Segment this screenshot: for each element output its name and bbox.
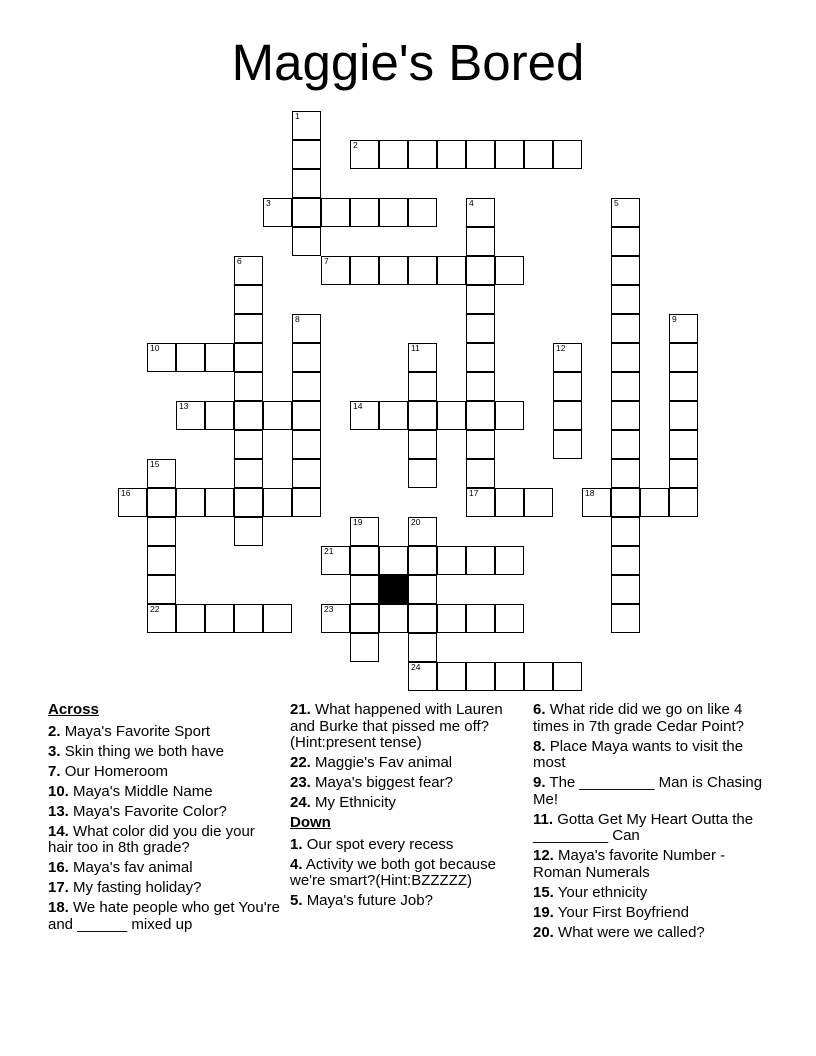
grid-cell[interactable]: [321, 256, 350, 285]
grid-block: [379, 575, 408, 604]
grid-cell[interactable]: [292, 401, 321, 430]
clue-across-23: 23. Maya's biggest fear?: [290, 774, 453, 791]
grid-cell[interactable]: [321, 604, 350, 633]
clue-down-19: 19. Your First Boyfriend: [533, 903, 689, 921]
grid-cell[interactable]: [611, 517, 640, 546]
clue-across-17: 17. My fasting holiday?: [48, 879, 202, 896]
grid-cell[interactable]: [321, 546, 350, 575]
grid-cell[interactable]: [408, 546, 437, 575]
grid-cell[interactable]: [495, 546, 524, 575]
clue-number: 18: [585, 488, 595, 498]
grid-cell[interactable]: [466, 604, 495, 633]
clues-column-3: [533, 702, 773, 945]
clue-number: 24: [411, 662, 421, 672]
grid-cell[interactable]: [379, 604, 408, 633]
clue-number: 3: [266, 198, 271, 208]
grid-cell[interactable]: [234, 343, 263, 372]
clues-column-2: [290, 702, 522, 913]
grid-cell[interactable]: [350, 517, 379, 546]
grid-cell[interactable]: [437, 140, 466, 169]
grid-cell[interactable]: [234, 314, 263, 343]
grid-cell[interactable]: [292, 459, 321, 488]
grid-cell[interactable]: [408, 517, 437, 546]
grid-cell[interactable]: [408, 459, 437, 488]
grid-cell[interactable]: [350, 140, 379, 169]
clue-number: 21: [324, 546, 334, 556]
grid-cell[interactable]: [379, 198, 408, 227]
grid-cell[interactable]: [466, 314, 495, 343]
grid-cell[interactable]: [553, 140, 582, 169]
grid-cell[interactable]: [118, 488, 147, 517]
grid-cell[interactable]: [466, 343, 495, 372]
grid-cell[interactable]: [205, 401, 234, 430]
grid-cell[interactable]: [466, 662, 495, 691]
grid-cell[interactable]: [408, 372, 437, 401]
grid-cell[interactable]: [147, 488, 176, 517]
clue-across-22: 22. Maggie's Fav animal: [290, 754, 453, 771]
grid-cell[interactable]: [611, 459, 640, 488]
grid-cell[interactable]: [553, 372, 582, 401]
grid-cell[interactable]: [350, 546, 379, 575]
clue-number: 1: [295, 111, 300, 121]
grid-cell[interactable]: [669, 401, 698, 430]
grid-cell[interactable]: [524, 488, 553, 517]
clues-column-1: [48, 702, 280, 937]
grid-cell[interactable]: [379, 546, 408, 575]
grid-cell[interactable]: [176, 401, 205, 430]
grid-cell[interactable]: [263, 401, 292, 430]
grid-cell[interactable]: [553, 430, 582, 459]
grid-cell[interactable]: [466, 459, 495, 488]
clue-down-15: 15. Your ethnicity: [533, 883, 648, 901]
grid-cell[interactable]: [640, 488, 669, 517]
grid-cell[interactable]: [205, 488, 234, 517]
grid-cell[interactable]: [466, 285, 495, 314]
grid-cell[interactable]: [147, 343, 176, 372]
grid-cell[interactable]: [495, 401, 524, 430]
grid-cell[interactable]: [205, 604, 234, 633]
grid-cell[interactable]: [292, 488, 321, 517]
clue-number: 23: [324, 604, 334, 614]
grid-cell[interactable]: [437, 662, 466, 691]
grid-cell[interactable]: [263, 198, 292, 227]
grid-cell[interactable]: [437, 604, 466, 633]
grid-cell[interactable]: [466, 372, 495, 401]
across-heading: Across: [48, 701, 99, 718]
clue-number: 4: [469, 198, 474, 208]
grid-cell[interactable]: [669, 488, 698, 517]
grid-cell[interactable]: [611, 604, 640, 633]
clue-number: 19: [353, 517, 363, 527]
clue-across-21: 21. What happened with Lauren and Burke that pissed me off?(Hint:present tense): [290, 701, 503, 751]
grid-cell[interactable]: [408, 343, 437, 372]
grid-cell[interactable]: [408, 430, 437, 459]
clue-number: 12: [556, 343, 566, 353]
grid-cell[interactable]: [466, 488, 495, 517]
grid-cell[interactable]: [495, 256, 524, 285]
grid-cell[interactable]: [408, 256, 437, 285]
grid-cell[interactable]: [263, 604, 292, 633]
clue-down-6: 6. What ride did we go on like 4 times in 7th grade Cedar Point?: [533, 701, 744, 735]
grid-cell[interactable]: [669, 314, 698, 343]
grid-cell[interactable]: [611, 343, 640, 372]
grid-cell[interactable]: [553, 401, 582, 430]
grid-cell[interactable]: [466, 401, 495, 430]
grid-cell[interactable]: [611, 575, 640, 604]
clue-number: 2: [353, 140, 358, 150]
grid-cell[interactable]: [669, 430, 698, 459]
grid-cell[interactable]: [437, 546, 466, 575]
grid-cell[interactable]: [524, 662, 553, 691]
clue-across-3: 3. Skin thing we both have: [48, 742, 224, 760]
grid-cell[interactable]: [292, 343, 321, 372]
grid-cell[interactable]: [669, 372, 698, 401]
grid-cell[interactable]: [350, 575, 379, 604]
grid-cell[interactable]: [408, 401, 437, 430]
grid-cell[interactable]: [611, 430, 640, 459]
grid-cell[interactable]: [611, 285, 640, 314]
grid-cell[interactable]: [408, 575, 437, 604]
grid-cell[interactable]: [263, 488, 292, 517]
grid-cell[interactable]: [234, 372, 263, 401]
grid-cell[interactable]: [292, 198, 321, 227]
grid-cell[interactable]: [234, 285, 263, 314]
grid-cell[interactable]: [408, 662, 437, 691]
grid-cell[interactable]: [350, 604, 379, 633]
clue-number: 17: [469, 488, 479, 498]
grid-cell[interactable]: [495, 604, 524, 633]
grid-cell[interactable]: [176, 343, 205, 372]
grid-cell[interactable]: [466, 430, 495, 459]
grid-cell[interactable]: [350, 198, 379, 227]
grid-cell[interactable]: [176, 488, 205, 517]
grid-cell[interactable]: [553, 662, 582, 691]
grid-cell[interactable]: [611, 372, 640, 401]
clue-across-7: 7. Our Homeroom: [48, 762, 169, 780]
down-heading: Down: [290, 814, 331, 831]
grid-cell[interactable]: [292, 140, 321, 169]
clue-across-10: 10. Maya's Middle Name: [48, 782, 213, 800]
clue-across-16: 16. Maya's fav animal: [48, 859, 193, 876]
grid-cell[interactable]: [408, 198, 437, 227]
grid-cell[interactable]: [524, 140, 553, 169]
clue-across-14: 14. What color did you die your hair too in 8th grade?: [48, 822, 255, 856]
grid-cell[interactable]: [466, 140, 495, 169]
grid-cell[interactable]: [437, 401, 466, 430]
grid-cell[interactable]: [611, 198, 640, 227]
clue-down-5: 5. Maya's future Job?: [290, 892, 433, 909]
clue-across-2: 2. Maya's Favorite Sport: [48, 722, 211, 740]
grid-cell[interactable]: [611, 314, 640, 343]
grid-cell[interactable]: [234, 430, 263, 459]
grid-cell[interactable]: [466, 198, 495, 227]
clue-number: 14: [353, 401, 363, 411]
grid-cell[interactable]: [611, 488, 640, 517]
grid-cell[interactable]: [466, 227, 495, 256]
grid-cell[interactable]: [611, 256, 640, 285]
grid-cell[interactable]: [350, 401, 379, 430]
grid-cell[interactable]: [234, 256, 263, 285]
clue-number: 13: [179, 401, 189, 411]
grid-cell[interactable]: [321, 198, 350, 227]
grid-cell[interactable]: [234, 401, 263, 430]
grid-cell[interactable]: [234, 604, 263, 633]
grid-cell[interactable]: [147, 604, 176, 633]
grid-cell[interactable]: [582, 488, 611, 517]
clue-number: 10: [150, 343, 160, 353]
clue-number: 5: [614, 198, 619, 208]
grid-cell[interactable]: [205, 343, 234, 372]
clue-down-12: 12. Maya's favorite Number - Roman Numerals: [533, 847, 726, 881]
grid-cell[interactable]: [495, 488, 524, 517]
grid-cell[interactable]: [292, 372, 321, 401]
clue-number: 15: [150, 459, 160, 469]
grid-cell[interactable]: [466, 546, 495, 575]
grid-cell[interactable]: [379, 140, 408, 169]
clue-down-1: 1. Our spot every recess: [290, 835, 454, 853]
puzzle-title: Maggie's Bored: [231, 34, 585, 91]
clue-down-11: 11. Gotta Get My Heart Outta the _________ Can: [533, 810, 754, 844]
grid-cell[interactable]: [495, 140, 524, 169]
clue-number: 11: [411, 343, 420, 353]
clue-number: 9: [672, 314, 677, 324]
grid-cell[interactable]: [379, 256, 408, 285]
clue-down-9: 9. The _________ Man is Chasing Me!: [533, 774, 763, 808]
clue-number: 8: [295, 314, 300, 324]
grid-cell[interactable]: [147, 575, 176, 604]
grid-cell[interactable]: [292, 430, 321, 459]
grid-cell[interactable]: [147, 517, 176, 546]
grid-cell[interactable]: [350, 633, 379, 662]
grid-cell[interactable]: [611, 227, 640, 256]
clue-across-13: 13. Maya's Favorite Color?: [48, 802, 227, 820]
grid-cell[interactable]: [292, 169, 321, 198]
grid-cell[interactable]: [379, 401, 408, 430]
clue-number: 20: [411, 517, 421, 527]
grid-cell[interactable]: [292, 314, 321, 343]
grid-cell[interactable]: [234, 488, 263, 517]
grid-cell[interactable]: [553, 343, 582, 372]
grid-cell[interactable]: [292, 111, 321, 140]
grid-cell[interactable]: [669, 459, 698, 488]
grid-cell[interactable]: [437, 256, 466, 285]
clue-number: 6: [237, 256, 242, 266]
clue-number: 7: [324, 256, 329, 266]
grid-cell[interactable]: [611, 546, 640, 575]
clue-across-18: 18. We hate people who get You're and ______ mixed up: [48, 899, 280, 933]
grid-cell[interactable]: [495, 662, 524, 691]
clue-down-20: 20. What were we called?: [533, 923, 705, 941]
grid-cell[interactable]: [292, 227, 321, 256]
grid-cell[interactable]: [234, 459, 263, 488]
grid-cell[interactable]: [147, 459, 176, 488]
grid-cell[interactable]: [611, 401, 640, 430]
grid-cell[interactable]: [408, 604, 437, 633]
clue-number: 22: [150, 604, 160, 614]
grid-cell[interactable]: [408, 140, 437, 169]
clue-across-24: 24. My Ethnicity: [290, 794, 396, 811]
grid-cell[interactable]: [408, 633, 437, 662]
grid-cell[interactable]: [350, 256, 379, 285]
grid-cell[interactable]: [466, 256, 495, 285]
clue-down-4: 4. Activity we both got because we're smart?(Hint:BZZZZZ): [290, 855, 496, 889]
grid-cell[interactable]: [147, 546, 176, 575]
clue-down-8: 8. Place Maya wants to visit the most: [533, 737, 744, 771]
clue-number: 16: [121, 488, 131, 498]
grid-cell[interactable]: [176, 604, 205, 633]
grid-cell[interactable]: [669, 343, 698, 372]
grid-cell[interactable]: [234, 517, 263, 546]
